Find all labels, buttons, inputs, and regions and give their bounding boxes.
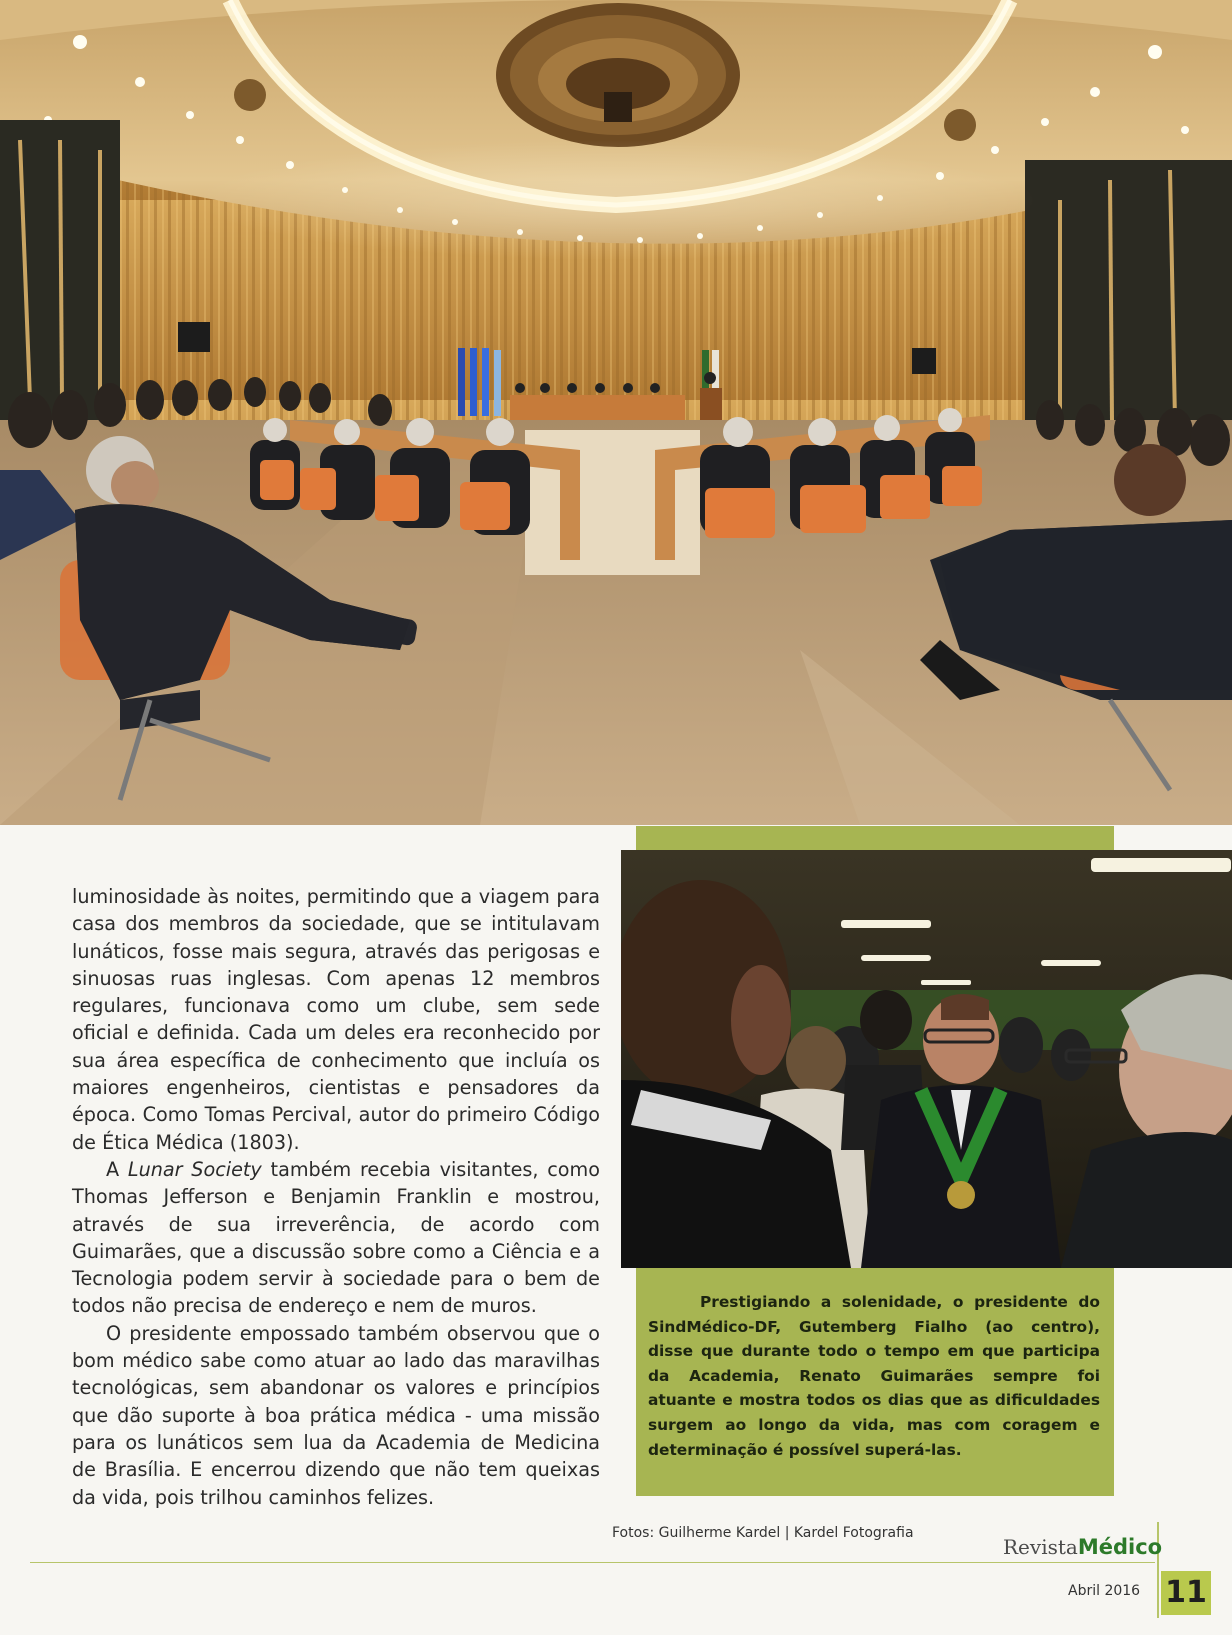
paragraph-2-prefix: A xyxy=(106,1157,128,1181)
footer-rule xyxy=(30,1562,1155,1563)
guests-photo xyxy=(621,850,1232,1268)
caption-text: Prestigiando a solenidade, o presidente do SindMédico-DF, Gutemberg Fialho (ao centro), disse que durante todo o tempo em que participa da Academia, Renato Guimarães sempre foi atuante e mostra todos os dias que as dificuldades surgem ao longo da vida, mas com coragem e determinação é possível superá-las. xyxy=(648,1293,1100,1459)
photo-credit: Fotos: Guilherme Kardel | Kardel Fotografia xyxy=(612,1525,914,1541)
magazine-prefix: Revista xyxy=(1003,1535,1078,1559)
article-paragraph-2 xyxy=(72,1156,600,1320)
article-paragraph-1: luminosidade às noites, permitindo que a viagem para casa dos membros da sociedade, que se intitulavam lunáticos, fosse mais segura, através das perigosas e sinuosas ruas inglesas. Com apenas 12 membros regulares, funcionava como um clube, sem sede oficial e definida. Cada um deles era reconhecido por sua área específica de conhecimento que incluía os maiores engenheiros, cientistas e pensadores da época. Como Tomas Percival, autor do primeiro Código de Ética Médica (1803). xyxy=(72,885,600,1154)
photo-caption xyxy=(648,1290,1100,1462)
paragraph-2-rest: também recebia visitantes, como Thomas Jefferson e Benjamin Franklin e mostrou, através de sua irreverência, de acordo com Guimarães, que a discussão sobre como a Ciência e a Tecnologia podem servir à sociedade para o bem de todos não precisa de endereço e nem de muros. xyxy=(72,1157,600,1318)
issue-date: Abril 2016 xyxy=(1068,1583,1141,1599)
magazine-brand: Médico xyxy=(1077,1535,1163,1559)
magazine-name xyxy=(1003,1535,1162,1559)
lunar-society-italic: Lunar Society xyxy=(127,1157,262,1181)
article-paragraph-3: O presidente empossado também observou que o bom médico sabe como atuar ao lado das maravilhas tecnológicas, sem abandonar os valores e princípios que dão suporte à boa prática médica - uma missão para os lunáticos sem lua da Academia de Medicina de Brasília. E encerrou dizendo que não tem queixas da vida, pois trilhou caminhos felizes. xyxy=(72,1321,600,1509)
article-body xyxy=(72,883,600,1511)
page-number: 11 xyxy=(1161,1571,1211,1615)
